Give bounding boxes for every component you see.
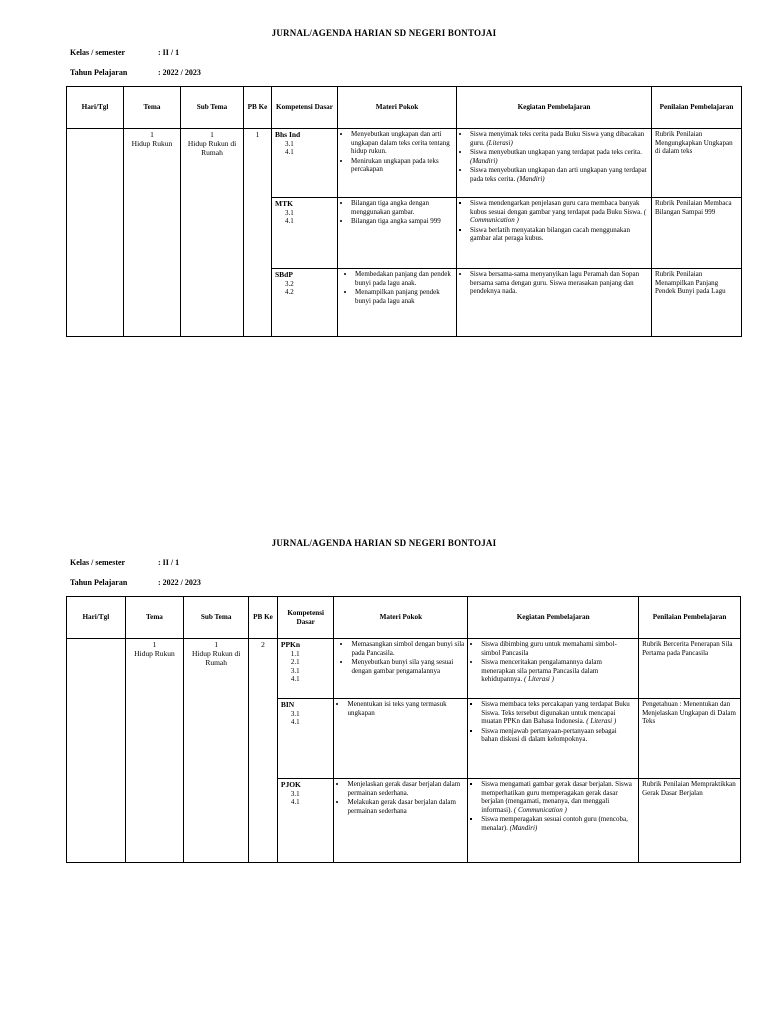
penilaian-cell: Pengetahuan : Menentukan dan Menjelaskan Ungkapan di Dalam Teks (639, 699, 741, 779)
tema-number: 1 (150, 130, 154, 139)
school-year-value: : 2022 / 2023 (158, 68, 201, 77)
kd-code: 2.1 (290, 658, 300, 667)
header-subtema: Sub Tema (184, 597, 249, 639)
header-kegiatan: Kegiatan Pembelajaran (457, 87, 652, 129)
kegiatan-note: (Mandiri) (509, 823, 538, 832)
penilaian-cell: Rubrik Bercerita Penerapan Sila Pertama pada Pancasila (639, 639, 741, 699)
kegiatan-text: Siswa berlatih menyatakan bilangan cacah menggunakan gambar alat peraga kubus. (470, 225, 630, 243)
class-semester-value: : II / 1 (158, 48, 180, 57)
materi-cell (334, 639, 468, 699)
kd-code: 4.1 (285, 148, 294, 157)
header-tema: Tema (124, 87, 181, 129)
materi-item: • Menampilkan panjang pendek bunyi pada lagu anak (355, 288, 453, 305)
kegiatan-text: Siswa membaca teks percakapan yang terdapat Buku Siswa. Teks tersebut digunakan untuk mencapai muatan PPKn dan Bahasa Indonesia. (481, 700, 630, 726)
kegiatan-note: ( Communication ) (513, 805, 567, 814)
header-kd: Kompetensi Dasar (272, 87, 338, 129)
penilaian-cell: Rubrik Penilaian Mengungkapkan Ungkapan di dalam teks (652, 129, 742, 198)
subtema-name: Hidup Rukun di Rumah (192, 649, 241, 668)
kegiatan-note: (Mandiri) (517, 174, 545, 183)
subtema-number: 1 (214, 640, 219, 649)
materi-cell (338, 269, 457, 337)
kegiatan-text: Siswa menjawab pertanyaan-pertanyaan sebagai bahan diskusi di dalam kelompoknya. (481, 726, 617, 744)
kd-code: 4.1 (290, 798, 300, 807)
kegiatan-text: Siswa memperagakan sesuai contoh guru (mencoba, menalar). (481, 815, 628, 832)
school-year-label: Tahun Pelajaran (70, 578, 128, 587)
kegiatan-text: Siswa menceritakan pengalamannya dalam menerapkan sila pertama Pancasila dalam kehidupannya. (481, 658, 602, 684)
class-semester-label: Kelas / semester (70, 558, 126, 567)
subject-name: PPKn (280, 640, 301, 649)
kegiatan-cell (468, 779, 639, 863)
kegiatan-item (481, 780, 635, 814)
kegiatan-cell (457, 198, 652, 269)
class-semester-line (70, 558, 179, 567)
penilaian-cell: Rubrik Penilaian Mempraktikkan Gerak Dasar Berjalan (639, 779, 741, 863)
kd-code: 4.1 (285, 217, 294, 226)
kd-code: 3.2 (285, 279, 294, 288)
kd-cell (277, 639, 334, 699)
materi-item: • Menjelaskan gerak dasar berjalan dalam permainan sederhana. (347, 780, 464, 797)
kd-code: 4.1 (290, 675, 300, 684)
tema-cell (125, 639, 184, 863)
header-pb: PB Ke (244, 87, 272, 129)
header-hari: Hari/Tgl (67, 597, 126, 639)
subject-name: PJOK (280, 780, 301, 789)
kegiatan-note: (Literasi) (486, 138, 513, 147)
kegiatan-note: ( Literasi ) (586, 717, 617, 726)
class-semester-label: Kelas / semester (70, 48, 126, 57)
penilaian-cell: Rubrik Penilaian Membaca Bilangan Sampai 999 (652, 198, 742, 269)
kegiatan-text: Siswa menyebutkan ungkapan dan arti ungkapan yang terdapat pada teks cerita. (470, 166, 647, 183)
kegiatan-cell (468, 699, 639, 779)
kd-cell (272, 198, 338, 269)
pb-cell: 2 (249, 639, 278, 863)
kegiatan-item (470, 148, 648, 165)
kd-code: 3.1 (285, 139, 294, 148)
kegiatan-text: Siswa bersama-sama menyanyikan lagu Peramah dan Sopan bersama sama dengan guru. Siswa merasakan panjang dan pendeknya nada. (470, 270, 640, 296)
materi-cell (334, 699, 468, 779)
subject-name: MTK (275, 199, 293, 208)
school-year-line (70, 578, 201, 587)
materi-item: • Menyebutkan bunyi sila yang sesuai dengan gambar pengamalannya (351, 658, 464, 675)
header-materi: Materi Pokok (334, 597, 468, 639)
table-row (67, 639, 741, 699)
kegiatan-item (470, 199, 648, 225)
kegiatan-item (470, 130, 648, 147)
header-subtema: Sub Tema (181, 87, 244, 129)
materi-item: • Memasangkan simbol dengan bunyi sila pada Pancasila. (351, 640, 464, 657)
materi-item: • Menirukan ungkapan pada teks percakapan (351, 157, 453, 174)
materi-cell (334, 779, 468, 863)
kegiatan-text: Siswa menyimak teks cerita pada Buku Siswa yang dibacakan guru. (470, 130, 645, 147)
materi-item: • Membedakan panjang dan pendek bunyi pada lagu anak. (355, 270, 453, 287)
kegiatan-note: ( Communication ) (470, 207, 647, 225)
subject-name: Bhs Ind (275, 130, 301, 139)
hari-cell (67, 639, 126, 863)
kd-cell (272, 129, 338, 198)
kegiatan-cell (468, 639, 639, 699)
materi-item: • Menentukan isi teks yang termasuk ungkapan (347, 700, 464, 717)
kegiatan-item (481, 727, 635, 744)
kegiatan-text: Siswa mengamati gambar gerak dasar berjalan. Siswa memperhatikan guru memperagakan gerak dasar berjalan (mengamati, menanya, dan menggali informasi). (481, 780, 632, 814)
penilaian-cell: Rubrik Penilaian Menampilkan Panjang Pendek Bunyi pada Lagu (652, 269, 742, 337)
subject-name: SBdP (275, 270, 293, 279)
materi-item: • Bilangan tiga angka dengan menggunakan gambar. (351, 199, 453, 216)
pb-cell: 1 (244, 129, 272, 337)
header-kegiatan: Kegiatan Pembelajaran (468, 597, 639, 639)
kd-code: 3.1 (290, 666, 300, 675)
header-kd: Kompetensi Dasar (277, 597, 334, 639)
kd-cell (277, 699, 334, 779)
header-penilaian: Penilaian Pembelajaran (639, 597, 741, 639)
header-tema: Tema (125, 597, 184, 639)
kegiatan-note: ( Literasi ) (524, 675, 554, 684)
kegiatan-item (470, 226, 648, 243)
subject-name: BIN (280, 700, 295, 709)
kegiatan-note: (Mandiri) (470, 156, 498, 165)
tema-name: Hidup Rukun (131, 139, 173, 149)
kegiatan-item (481, 658, 635, 684)
materi-cell (338, 129, 457, 198)
tema-number: 1 (152, 640, 157, 649)
subtema-name: Hidup Rukun di Rumah (187, 139, 237, 158)
hari-cell (67, 129, 124, 337)
header-row (67, 597, 741, 639)
header-materi: Materi Pokok (338, 87, 457, 129)
kegiatan-cell (457, 269, 652, 337)
kegiatan-item (481, 815, 635, 832)
table-row (67, 129, 742, 198)
kegiatan-text: Siswa menyebutkan ungkapan yang terdapat pada teks cerita. (470, 148, 642, 157)
materi-cell (338, 198, 457, 269)
subtema-number: 1 (210, 130, 214, 139)
school-year-value: : 2022 / 2023 (158, 578, 201, 587)
journal-table (66, 596, 741, 863)
kegiatan-item (470, 166, 648, 183)
header-hari: Hari/Tgl (67, 87, 124, 129)
kd-code: 3.1 (290, 789, 300, 798)
kegiatan-text: Siswa dibimbing guru untuk memahami simbol-simbol Pancasila (481, 640, 617, 657)
kegiatan-item (470, 270, 648, 296)
kd-code: 1.1 (290, 649, 300, 658)
school-year-label: Tahun Pelajaran (70, 68, 128, 77)
header-row (67, 87, 742, 129)
kegiatan-cell (457, 129, 652, 198)
header-penilaian: Penilaian Pembelajaran (652, 87, 742, 129)
subtema-cell (184, 639, 249, 863)
kegiatan-text: Siswa mendengarkan penjelasan guru cara membaca banyak kubus sesuai dengan gambar yang terdapat pada Buku Siswa. (470, 199, 643, 216)
page-title: JURNAL/AGENDA HARIAN SD NEGERI BONTOJAI (271, 28, 497, 38)
tema-name: Hidup Rukun (134, 649, 175, 659)
school-year-line (70, 68, 201, 77)
journal-table (66, 86, 742, 337)
kd-cell (277, 779, 334, 863)
kd-code: 3.1 (285, 208, 294, 217)
class-semester-value: : II / 1 (158, 558, 180, 567)
class-semester-line (70, 48, 179, 57)
kd-cell (272, 269, 338, 337)
page-title: JURNAL/AGENDA HARIAN SD NEGERI BONTOJAI (271, 538, 497, 548)
kd-code: 3.1 (290, 709, 300, 718)
kd-code: 4.1 (290, 718, 300, 727)
materi-item: • Menyebutkan ungkapan dan arti ungkapan dalam teks cerita tentang hidup rukun. (351, 130, 453, 156)
tema-cell (124, 129, 181, 337)
kegiatan-item (481, 700, 635, 726)
materi-item: • Bilangan tiga angka sampai 999 (351, 217, 453, 226)
header-pb: PB Ke (249, 597, 278, 639)
subtema-cell (181, 129, 244, 337)
kd-code: 4.2 (285, 288, 294, 297)
kegiatan-item (481, 640, 635, 657)
materi-item: • Melakukan gerak dasar berjalan dalam permainan sederhana (347, 798, 464, 815)
